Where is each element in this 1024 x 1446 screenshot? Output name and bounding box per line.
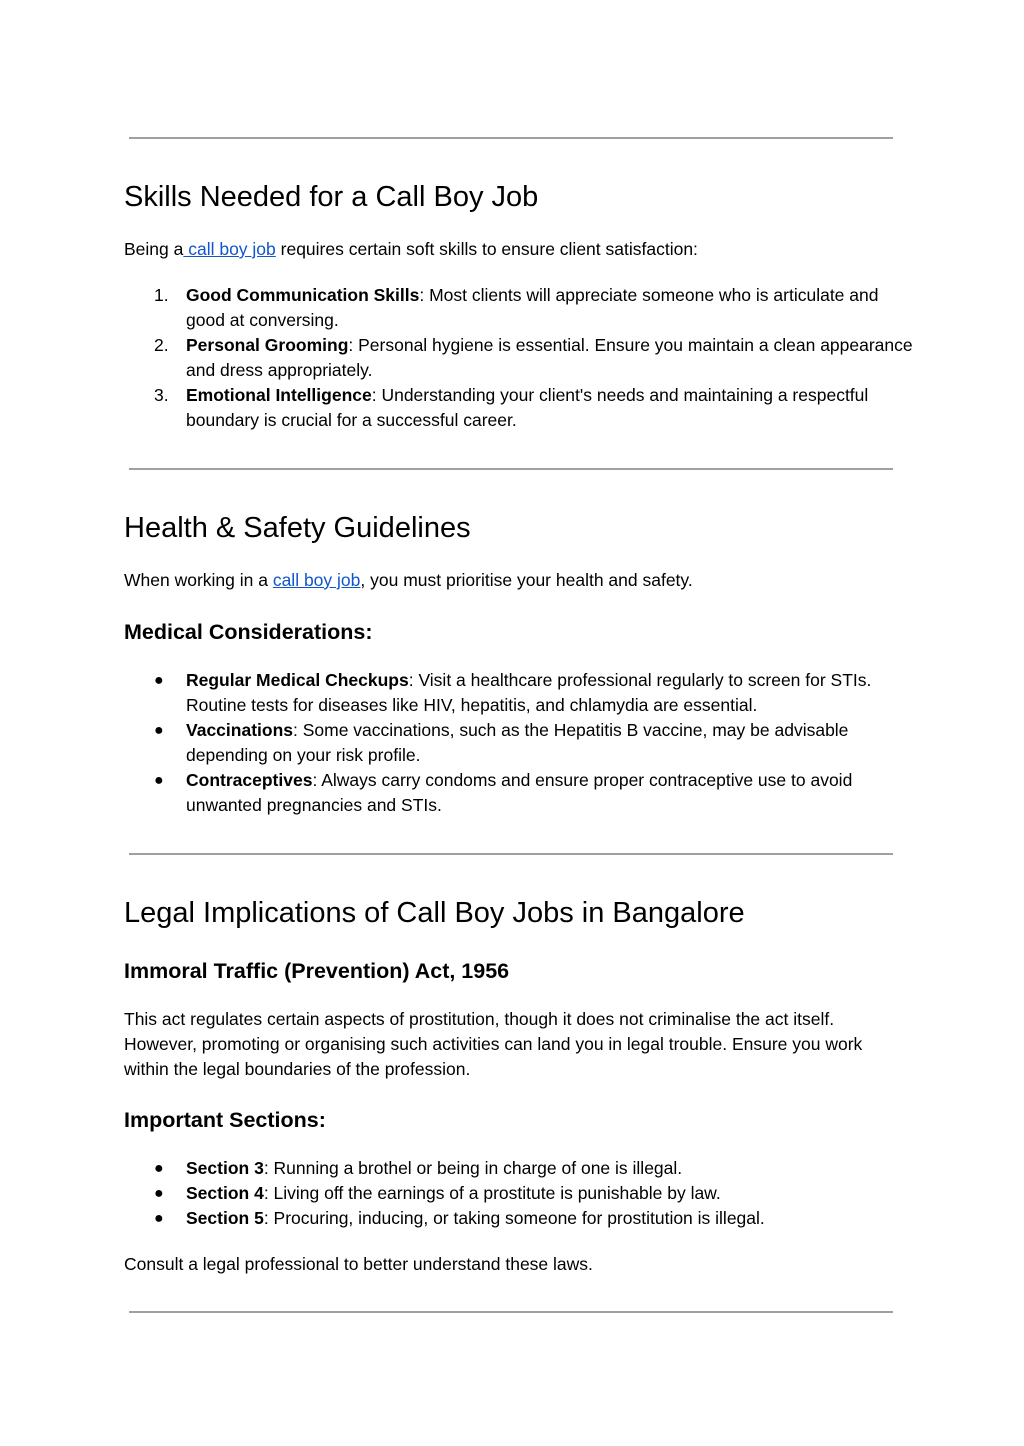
list-item-term: Section 3: [186, 1158, 264, 1178]
list-item-text: : Visit a healthcare professional regularly to screen for STIs. Routine tests for diseases like HIV, hepatitis, and chlamydia are essential.: [186, 670, 872, 715]
subheading-act: Immoral Traffic (Prevention) Act, 1956: [124, 959, 510, 983]
list-item-text: : Living off the earnings of a prostitute is punishable by law.: [263, 1183, 721, 1203]
list-item: [124, 1181, 914, 1206]
list-item-term: Vaccinations: [186, 720, 293, 740]
heading-legal: Legal Implications of Call Boy Jobs in Bangalore: [124, 897, 745, 929]
health-intro-after: , you must prioritise your health and safety.: [360, 570, 693, 590]
list-item: [124, 1156, 914, 1181]
health-intro: [124, 568, 904, 593]
health-intro-before: When working in a: [124, 570, 273, 590]
list-item-text: : Some vaccinations, such as the Hepatitis B vaccine, may be advisable depending on your risk profile.: [186, 720, 849, 765]
medical-list: [124, 668, 914, 818]
bullet: ●: [154, 1160, 164, 1177]
list-number: 1.: [154, 285, 169, 305]
list-item: [124, 283, 914, 333]
divider: [129, 468, 893, 470]
list-item-text: : Most clients will appreciate someone who is articulate and good at conversing.: [186, 285, 879, 330]
divider: [129, 1311, 893, 1313]
list-item-text: : Running a brothel or being in charge of one is illegal.: [263, 1158, 683, 1178]
list-number: 3.: [154, 385, 169, 405]
list-item-text: : Procuring, inducing, or taking someone for prostitution is illegal.: [263, 1208, 765, 1228]
skills-intro-after: requires certain soft skills to ensure client satisfaction:: [275, 239, 698, 259]
skills-intro-before: Being a: [124, 239, 184, 259]
list-item-term: Contraceptives: [186, 770, 313, 790]
list-item: [124, 668, 914, 718]
bullet: ●: [154, 722, 164, 739]
bullet: ●: [154, 672, 164, 689]
divider: [129, 137, 893, 139]
list-item-term: Section 5: [186, 1208, 264, 1228]
list-item: [124, 718, 914, 768]
list-item-text: : Always carry condoms and ensure proper contraceptive use to avoid unwanted pregnancies and STIs.: [186, 770, 853, 815]
skills-list: [124, 283, 914, 433]
list-item: [124, 1206, 914, 1231]
call-boy-job-link[interactable]: call boy job: [183, 239, 276, 259]
list-number: 2.: [154, 335, 169, 355]
call-boy-job-link[interactable]: call boy job: [272, 570, 361, 590]
list-item-text: : Understanding your client's needs and maintaining a respectful boundary is crucial for a successful career.: [186, 385, 869, 430]
subheading-medical: Medical Considerations:: [124, 620, 373, 644]
list-item-term: Emotional Intelligence: [186, 385, 372, 405]
list-item: [124, 383, 914, 433]
heading-skills: Skills Needed for a Call Boy Job: [124, 181, 539, 213]
act-paragraph: This act regulates certain aspects of prostitution, though it does not criminalise the act itself. However, promoting or organising such activities can land you in legal trouble. Ensure you work within the legal boundaries of the profession.: [124, 1009, 863, 1079]
bullet: ●: [154, 1185, 164, 1202]
sections-list: [124, 1156, 914, 1231]
list-item-term: Personal Grooming: [186, 335, 349, 355]
bullet: ●: [154, 1210, 164, 1227]
closing-paragraph: Consult a legal professional to better understand these laws.: [124, 1254, 593, 1274]
list-item-term: Section 4: [186, 1183, 264, 1203]
list-item-term: Regular Medical Checkups: [186, 670, 409, 690]
subheading-sections: Important Sections:: [124, 1108, 326, 1132]
list-item-text: : Personal hygiene is essential. Ensure you maintain a clean appearance and dress appropriately.: [186, 335, 913, 380]
heading-health: Health & Safety Guidelines: [124, 512, 471, 544]
skills-intro: [124, 237, 904, 262]
list-item-term: Good Communication Skills: [186, 285, 420, 305]
list-item: [124, 768, 914, 818]
list-item: [124, 333, 914, 383]
divider: [129, 853, 893, 855]
bullet: ●: [154, 772, 164, 789]
